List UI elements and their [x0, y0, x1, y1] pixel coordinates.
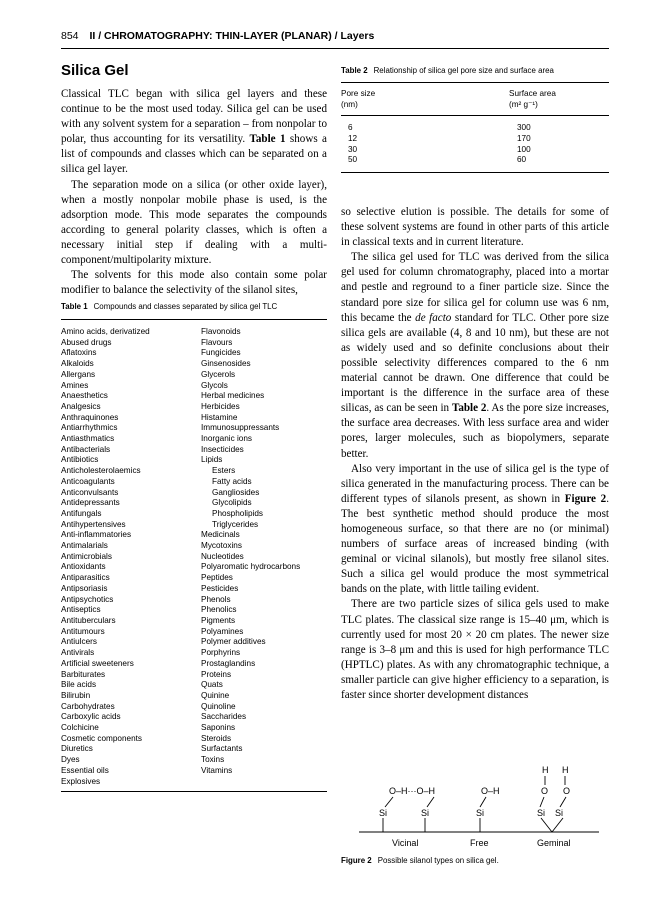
- table-1-cell: Antimalarials: [61, 541, 108, 551]
- header-text: Surface area: [509, 89, 556, 98]
- table-1-cell: Saponins: [201, 723, 236, 733]
- table-1-cell: Antimicrobials: [61, 551, 112, 561]
- table-1-cell: Antipsoriasis: [61, 583, 108, 593]
- table-2-body: [341, 123, 609, 166]
- geminal-si-2: Si: [555, 808, 564, 818]
- table-1-cell: Flavours: [201, 337, 233, 347]
- table-1-body: [61, 327, 327, 787]
- text-run: The silica gel used for TLC was derived from the silica gel used for column chromatography, placed into a mortar and pestle and reground to a finer particle size. Since the standard pore size for silica gel for column use was 6 nm, this became the: [341, 251, 609, 324]
- table-1-column-2: [201, 327, 327, 787]
- section-heading: II / CHROMATOGRAPHY: THIN-LAYER (PLANAR) / Layers: [89, 30, 375, 42]
- table-1-cell: Mycotoxins: [201, 541, 242, 551]
- figure-2-caption: [341, 856, 499, 865]
- surface-area-cell: 170: [517, 133, 531, 143]
- table-1-cell: Antiparasitics: [61, 573, 110, 583]
- table-1-cell: Carbohydrates: [61, 701, 115, 711]
- table-1-caption-text: Compounds and classes separated by silica gel TLC: [93, 302, 278, 311]
- geminal-o-1: O: [541, 786, 549, 796]
- table-1-cell: Antioxidants: [61, 562, 106, 572]
- table-1-cell: Proteins: [201, 669, 232, 679]
- table-1-cell: Nucleotides: [201, 551, 244, 561]
- table-2-header-area: [509, 89, 609, 110]
- bond: [540, 797, 544, 807]
- table-1-cell: Anticoagulants: [61, 476, 115, 486]
- text-run: Also very important in the use of silica gel is the type of silica generated in the manufacturing process. There can be different types of silanols present, as shown in: [341, 462, 609, 505]
- table-1-cell: Allergans: [61, 369, 96, 379]
- table-2-mid-rule: [341, 115, 609, 116]
- table-1-cell: Glycols: [201, 380, 228, 390]
- right-paragraph-4: There are two particle sizes of silica gels used to make TLC plates. The classical size range is 15–40 μm, which is currently used for most 20 × 20 cm plates. The newer size range is 3–8 μm and this is used for high performance TLC (HPTLC) plates. As with any chromatographic technique, a smaller particle can give higher efficiency to a separation, is faster since shorter development distances: [341, 598, 609, 701]
- table-2-label: Table 2: [341, 66, 368, 75]
- table-1-cell: Antiseptics: [61, 605, 101, 615]
- vicinal-si-1: Si: [379, 808, 388, 818]
- table-1-cell: Herbal medicines: [201, 391, 265, 401]
- table-1-cell: Glycerols: [201, 369, 236, 379]
- surface-area-cell: 100: [517, 144, 531, 154]
- table-1-cell: Diuretics: [61, 744, 93, 754]
- figure-2-caption-text: Possible silanol types on silica gel.: [377, 856, 499, 865]
- table-1-cell: Anthraquinones: [61, 412, 119, 422]
- text-run: . The best synthetic method should produce the most homogeneous surface, so that there are no (or minimal) numbers of surface areas of increased binding (with geminal or vicinal silanols), but mostly free silanol sites. Such a silica gel would produce the most symmetrical bands on the plate, with little tailing evident.: [341, 492, 609, 596]
- table-1-cell: Antituberculars: [61, 615, 116, 625]
- table-1-cell: Barbiturates: [61, 669, 106, 679]
- figure-2-reference: Figure 2: [564, 492, 607, 505]
- table-1-cell: Quinoline: [201, 701, 236, 711]
- label-free: Free: [470, 838, 489, 848]
- table-1-cell: Bile acids: [61, 680, 97, 690]
- table-1-cell: Fatty acids: [212, 476, 252, 486]
- pore-size-cell: 50: [348, 155, 358, 165]
- running-header: [61, 30, 609, 48]
- table-1-cell: Gangliosides: [212, 487, 260, 497]
- geminal-h-2: H: [562, 765, 569, 775]
- table-1-cell: Antibiotics: [61, 455, 99, 465]
- table-1-label: Table 1: [61, 302, 88, 311]
- table-1-cell: Bilirubin: [61, 690, 91, 700]
- table-1-cell: Anaesthetics: [61, 391, 108, 401]
- text-run: standard for TLC. Other pore size silica gels are available (4, 8 and 10 nm), but these are not as widely used and so definite conclusions about their possible selectivity differences compared to the 6 nm material cannot be drawn. One difference that could be important is the difference in the surface area of these silicas, as can be seen in: [341, 311, 609, 415]
- table-1-cell: Abused drugs: [61, 337, 112, 347]
- table-1-cell: Esters: [212, 466, 236, 476]
- bond: [385, 797, 393, 807]
- table-1-cell: Amines: [61, 380, 89, 390]
- table-1-cell: Polyamines: [201, 626, 244, 636]
- table-1-cell: Colchicine: [61, 723, 99, 733]
- table-1-cell: Histamine: [201, 412, 238, 422]
- table-1-cell: Lipids: [201, 455, 223, 465]
- left-paragraph-2: The separation mode on a silica (or other oxide layer), when a mostly nonpolar mobile phase is used, is the adsorption mode. This mode separates the compounds according to general polarity classes, which is often a necessary initial step if dealing with a multi-component/multipolarity mixture.: [61, 178, 327, 267]
- section-title: Silica Gel: [61, 62, 129, 79]
- table-1-cell: Pesticides: [201, 583, 239, 593]
- bond: [427, 797, 434, 807]
- table-2: [341, 66, 609, 173]
- table-1-cell: Antibacterials: [61, 444, 111, 454]
- table-1-cell: Antipsychotics: [61, 594, 114, 604]
- table-2-caption: [341, 66, 609, 75]
- table-1-cell: Ginsenosides: [201, 359, 251, 369]
- bond: [552, 818, 563, 832]
- left-column: [61, 62, 327, 298]
- header-unit: (m² g⁻¹): [509, 99, 538, 109]
- right-paragraph-1: so selective elution is possible. The details for some of these solvent systems are found in other parts of this article in classical texts and in current literature.: [341, 206, 609, 249]
- table-2-row: [341, 123, 609, 134]
- vicinal-si-2: Si: [421, 808, 430, 818]
- table-1-cell: Artificial sweeteners: [61, 658, 134, 668]
- free-silanol-text: O–H: [481, 786, 500, 796]
- vicinal-silanol-text: O–H···O–H: [389, 786, 436, 796]
- table-1-cell: Antitumours: [61, 626, 105, 636]
- table-2-header: [341, 89, 609, 110]
- table-2-reference: Table 2: [451, 402, 487, 415]
- table-1-cell: Vitamins: [201, 765, 233, 775]
- table-1-cell: Medicinals: [201, 530, 240, 540]
- table-1-caption: [61, 302, 327, 311]
- geminal-h-1: H: [542, 765, 549, 775]
- table-1-cell: Essential oils: [61, 765, 109, 775]
- geminal-o-2: O: [563, 786, 571, 796]
- table-1-cell: Triglycerides: [212, 519, 259, 529]
- table-1-cell: Anti-inflammatories: [61, 530, 132, 540]
- table-1-cell: Antiarrhythmics: [61, 423, 118, 433]
- table-1: [61, 302, 327, 792]
- left-paragraph-3: The solvents for this mode also contain some polar modifier to balance the selectivity of the silanol sites,: [61, 269, 327, 297]
- table-1-cell: Toxins: [201, 755, 225, 765]
- italic-run: de facto: [415, 311, 452, 324]
- bond: [541, 818, 552, 832]
- free-si: Si: [476, 808, 485, 818]
- table-1-cell: Carboxylic acids: [61, 712, 121, 722]
- table-1-bottom-rule: [61, 791, 327, 792]
- table-1-cell: Peptides: [201, 573, 233, 583]
- header-rule: [61, 48, 609, 49]
- bond: [560, 797, 566, 807]
- table-1-cell: Inorganic ions: [201, 434, 252, 444]
- table-2-caption-text: Relationship of silica gel pore size and surface area: [373, 66, 554, 75]
- pore-size-cell: 6: [348, 123, 353, 133]
- table-1-reference: Table 1: [249, 133, 286, 146]
- table-1-cell: Dyes: [61, 755, 80, 765]
- table-1-cell: Antiasthmatics: [61, 434, 115, 444]
- text-run: Classical TLC began with silica gel layers and these continue to be the most used today. Silica gel can be used with any solvent system for a separation – from nonpolar to polar, thus accounting for its versatility.: [61, 88, 327, 146]
- right-column: [341, 205, 609, 703]
- table-1-cell: Steroids: [201, 733, 232, 743]
- table-1-cell: Phospholipids: [212, 508, 263, 518]
- table-1-cell: Surfactants: [201, 744, 243, 754]
- table-1-cell: Aflatoxins: [61, 348, 97, 358]
- table-1-cell: Quinine: [201, 690, 230, 700]
- table-1-column-1: [61, 327, 201, 787]
- table-1-cell: Prostaglandins: [201, 658, 256, 668]
- table-1-cell: Quats: [201, 680, 223, 690]
- table-2-row: [341, 145, 609, 156]
- pore-size-cell: 30: [348, 144, 358, 154]
- header-text: Pore size: [341, 89, 376, 98]
- right-paragraph-2: [341, 250, 609, 461]
- table-1-cell: Phenols: [201, 594, 231, 604]
- table-1-cell: Antihypertensives: [61, 519, 126, 529]
- table-2-header-pore: [341, 89, 509, 110]
- geminal-si-1: Si: [537, 808, 546, 818]
- surface-area-cell: 60: [517, 155, 527, 165]
- table-1-cell: Flavonoids: [201, 327, 241, 336]
- header-unit: (nm): [341, 99, 358, 109]
- table-1-cell: Alkaloids: [61, 359, 94, 369]
- table-2-bottom-rule: [341, 172, 609, 173]
- pore-size-cell: 12: [348, 133, 358, 143]
- table-1-cell: Pigments: [201, 615, 236, 625]
- table-1-cell: Glycolipids: [212, 498, 252, 508]
- table-1-cell: Antiulcers: [61, 637, 97, 647]
- label-vicinal: Vicinal: [392, 838, 419, 848]
- surface-area-cell: 300: [517, 123, 531, 133]
- table-1-cell: Antivirals: [61, 648, 95, 658]
- table-1-cell: Insecticides: [201, 444, 244, 454]
- left-paragraph-1: [61, 87, 327, 178]
- page-number: 854: [61, 30, 79, 42]
- bond: [480, 797, 486, 807]
- silanol-diagram: [341, 760, 609, 852]
- table-2-row: [341, 134, 609, 145]
- table-1-cell: Fungicides: [201, 348, 241, 358]
- table-1-cell: Antidepressants: [61, 498, 120, 508]
- table-1-cell: Explosives: [61, 776, 101, 786]
- table-2-top-rule: [341, 82, 609, 83]
- table-1-cell: Herbicides: [201, 401, 240, 411]
- right-paragraph-3: [341, 462, 609, 598]
- table-1-cell: Cosmetic components: [61, 733, 142, 743]
- table-1-cell: Anticonvulsants: [61, 487, 119, 497]
- table-1-cell: Immunosuppressants: [201, 423, 280, 433]
- table-1-cell: Phenolics: [201, 605, 237, 615]
- table-1-cell: Antifungals: [61, 508, 102, 518]
- table-1-top-rule: [61, 319, 327, 320]
- table-1-cell: Polyaromatic hydrocarbons: [201, 562, 301, 572]
- figure-2: [341, 760, 609, 850]
- table-1-cell: Anticholesterolaemics: [61, 466, 141, 476]
- table-1-cell: Analgesics: [61, 401, 101, 411]
- table-1-cell: Amino acids, derivatized: [61, 327, 150, 336]
- table-1-cell: Polymer additives: [201, 637, 266, 647]
- label-geminal: Geminal: [537, 838, 571, 848]
- table-1-cell: Porphyrins: [201, 648, 241, 658]
- figure-2-label: Figure 2: [341, 856, 372, 865]
- table-1-cell: Saccharides: [201, 712, 247, 722]
- text-run: shows a list of compounds and classes which can be separated on a silica gel layer.: [61, 133, 327, 176]
- text-run: . As the pore size increases, the surface area decreases. With less surface area and wider pores, larger molecules, such as biopolymers, separate better.: [341, 402, 609, 460]
- table-2-row: [341, 155, 609, 166]
